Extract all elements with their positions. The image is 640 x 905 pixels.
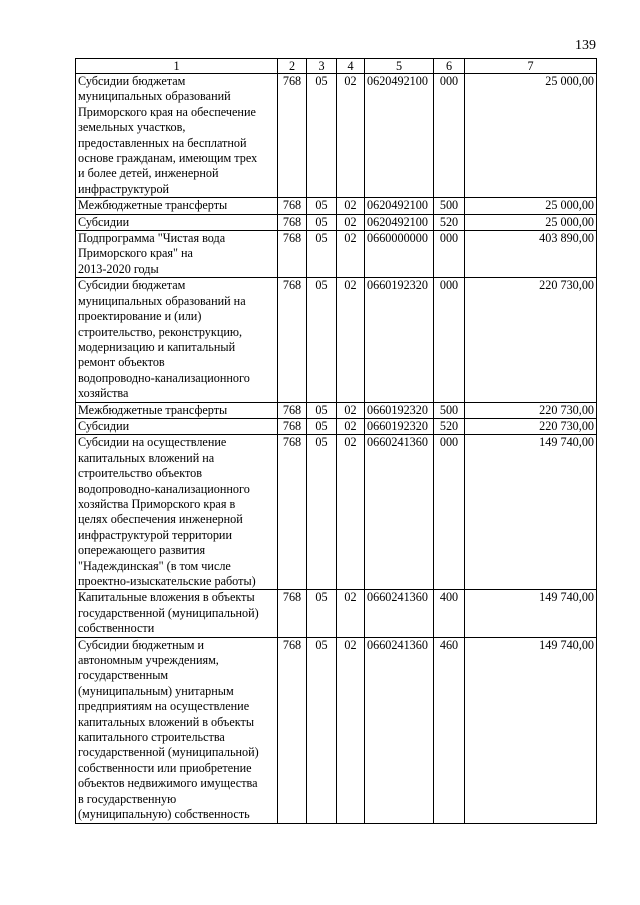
row-expense-type: 400 <box>434 590 465 637</box>
row-name-line: предприятиям на осуществление <box>78 699 250 714</box>
table-row <box>76 231 597 278</box>
row-name-line: объектов недвижимого имущества <box>78 776 258 791</box>
row-name-line: проектно-изыскательские работы) <box>78 574 256 588</box>
row-subsection: 02 <box>337 402 365 418</box>
row-name <box>76 435 278 590</box>
row-expense-type: 000 <box>434 435 465 590</box>
row-name-line: проектирование и (или) <box>78 309 202 324</box>
row-section: 05 <box>307 231 337 278</box>
row-section: 05 <box>307 637 337 823</box>
row-name-line: Субсидии бюджетным и <box>78 637 205 652</box>
row-name-line: собственности <box>78 621 155 636</box>
row-name-line: хозяйства <box>78 386 129 401</box>
row-grbs: 768 <box>278 637 307 823</box>
row-name-line: строительство, реконструкцию, <box>78 324 243 339</box>
table-row <box>76 198 597 214</box>
row-name-line: автономным учреждениям, <box>78 653 219 668</box>
row-section: 05 <box>307 435 337 590</box>
row-name-line: целях обеспечения инженерной <box>78 512 243 527</box>
row-target-article: 0660241360 <box>365 590 434 637</box>
row-name-line: Межбюджетные трансферты <box>78 402 228 417</box>
row-name-line: водопроводно-канализационного <box>78 481 250 496</box>
row-name-line: капитальных вложений в объекты <box>78 714 255 729</box>
row-name-line: ремонт объектов <box>78 355 165 370</box>
table-row <box>76 214 597 230</box>
row-grbs: 768 <box>278 231 307 278</box>
row-section: 05 <box>307 278 337 402</box>
row-subsection: 02 <box>337 637 365 823</box>
row-name-line: в государственную <box>78 791 177 806</box>
row-name-line: Субсидии <box>78 418 130 433</box>
table-row <box>76 590 597 637</box>
table-row <box>76 402 597 418</box>
table-row <box>76 435 597 590</box>
row-name-line: муниципальных образований <box>78 89 231 104</box>
row-grbs: 768 <box>278 278 307 402</box>
row-name-line: модернизацию и капитальный <box>78 339 236 354</box>
row-expense-type: 520 <box>434 418 465 434</box>
header-col-6: 6 <box>434 59 465 74</box>
row-subsection: 02 <box>337 278 365 402</box>
row-name-line: Приморского края" на <box>78 246 193 261</box>
row-name-line: хозяйства Приморского края в <box>78 496 236 511</box>
row-name-line: капитального строительства <box>78 730 225 745</box>
row-name-line: основе гражданам, имеющим трех <box>78 151 258 166</box>
row-name-line: Межбюджетные трансферты <box>78 198 228 213</box>
row-name <box>76 198 278 214</box>
row-amount: 25 000,00 <box>465 198 597 214</box>
row-name-line: строительство объектов <box>78 466 202 481</box>
row-name-line: Субсидии бюджетам <box>78 278 186 293</box>
header-col-1: 1 <box>76 59 278 74</box>
header-col-4: 4 <box>337 59 365 74</box>
row-grbs: 768 <box>278 214 307 230</box>
row-subsection: 02 <box>337 198 365 214</box>
row-amount: 149 740,00 <box>465 590 597 637</box>
row-expense-type: 500 <box>434 198 465 214</box>
row-name-line: "Надеждинская" (в том числе <box>78 558 231 573</box>
row-section: 05 <box>307 214 337 230</box>
row-amount: 25 000,00 <box>465 214 597 230</box>
row-name-line: земельных участков, <box>78 120 186 135</box>
row-name-line: инфраструктурой территории <box>78 527 232 542</box>
row-expense-type: 520 <box>434 214 465 230</box>
row-subsection: 02 <box>337 590 365 637</box>
row-subsection: 02 <box>337 74 365 198</box>
page-number: 139 <box>575 38 596 53</box>
row-amount: 220 730,00 <box>465 418 597 434</box>
row-name <box>76 74 278 198</box>
header-col-3: 3 <box>307 59 337 74</box>
row-target-article: 0660192320 <box>365 402 434 418</box>
row-name-line: государственной (муниципальной) <box>78 745 259 760</box>
row-expense-type: 000 <box>434 278 465 402</box>
row-section: 05 <box>307 198 337 214</box>
row-subsection: 02 <box>337 418 365 434</box>
row-name-line: муниципальных образований на <box>78 293 246 308</box>
header-col-5: 5 <box>365 59 434 74</box>
row-target-article: 0660241360 <box>365 637 434 823</box>
row-subsection: 02 <box>337 214 365 230</box>
row-target-article: 0620492100 <box>365 198 434 214</box>
row-subsection: 02 <box>337 435 365 590</box>
row-section: 05 <box>307 418 337 434</box>
row-name <box>76 231 278 278</box>
row-name-line: государственным <box>78 668 169 683</box>
row-amount: 149 740,00 <box>465 637 597 823</box>
row-target-article: 0620492100 <box>365 214 434 230</box>
row-name-line: государственной (муниципальной) <box>78 605 259 620</box>
row-name-line: инфраструктурой <box>78 181 170 196</box>
row-name <box>76 637 278 823</box>
header-col-7: 7 <box>465 59 597 74</box>
row-section: 05 <box>307 590 337 637</box>
row-name <box>76 590 278 637</box>
row-name-line: (муниципальную) собственность <box>78 807 250 822</box>
row-name-line: (муниципальным) унитарным <box>78 683 234 698</box>
row-expense-type: 500 <box>434 402 465 418</box>
row-name-line: Субсидии на осуществление <box>78 435 227 450</box>
header-col-2: 2 <box>278 59 307 74</box>
header-row <box>76 59 597 74</box>
row-section: 05 <box>307 402 337 418</box>
row-name <box>76 214 278 230</box>
row-expense-type: 000 <box>434 231 465 278</box>
row-target-article: 0660241360 <box>365 435 434 590</box>
row-name-line: Приморского края на обеспечение <box>78 104 256 119</box>
row-grbs: 768 <box>278 435 307 590</box>
row-target-article: 0660192320 <box>365 418 434 434</box>
table-header <box>76 59 597 74</box>
table-row <box>76 278 597 402</box>
row-amount: 403 890,00 <box>465 231 597 278</box>
row-grbs: 768 <box>278 198 307 214</box>
row-name <box>76 402 278 418</box>
row-grbs: 768 <box>278 74 307 198</box>
row-amount: 220 730,00 <box>465 278 597 402</box>
table-row <box>76 637 597 823</box>
budget-table <box>75 58 597 824</box>
row-subsection: 02 <box>337 231 365 278</box>
row-grbs: 768 <box>278 590 307 637</box>
row-name-line: и более детей, инженерной <box>78 166 219 181</box>
row-target-article: 0660000000 <box>365 231 434 278</box>
row-name <box>76 418 278 434</box>
table-body <box>76 74 597 824</box>
row-name-line: Подпрограмма "Чистая вода <box>78 231 226 246</box>
row-name-line: 2013-2020 годы <box>78 261 159 276</box>
row-grbs: 768 <box>278 418 307 434</box>
row-name-line: собственности или приобретение <box>78 760 252 775</box>
row-amount: 220 730,00 <box>465 402 597 418</box>
table-row <box>76 74 597 198</box>
row-target-article: 0660192320 <box>365 278 434 402</box>
row-name-line: Субсидии бюджетам <box>78 74 186 88</box>
row-amount: 149 740,00 <box>465 435 597 590</box>
row-name-line: водопроводно-канализационного <box>78 370 250 385</box>
row-name <box>76 278 278 402</box>
row-expense-type: 000 <box>434 74 465 198</box>
row-name-line: капитальных вложений на <box>78 450 215 465</box>
row-name-line: опережающего развития <box>78 543 206 558</box>
row-expense-type: 460 <box>434 637 465 823</box>
row-section: 05 <box>307 74 337 198</box>
row-name-line: предоставленных на бесплатной <box>78 135 247 150</box>
table-row <box>76 418 597 434</box>
row-name-line: Субсидии <box>78 214 130 229</box>
row-name-line: Капитальные вложения в объекты <box>78 590 255 605</box>
row-grbs: 768 <box>278 402 307 418</box>
row-target-article: 0620492100 <box>365 74 434 198</box>
row-amount: 25 000,00 <box>465 74 597 198</box>
